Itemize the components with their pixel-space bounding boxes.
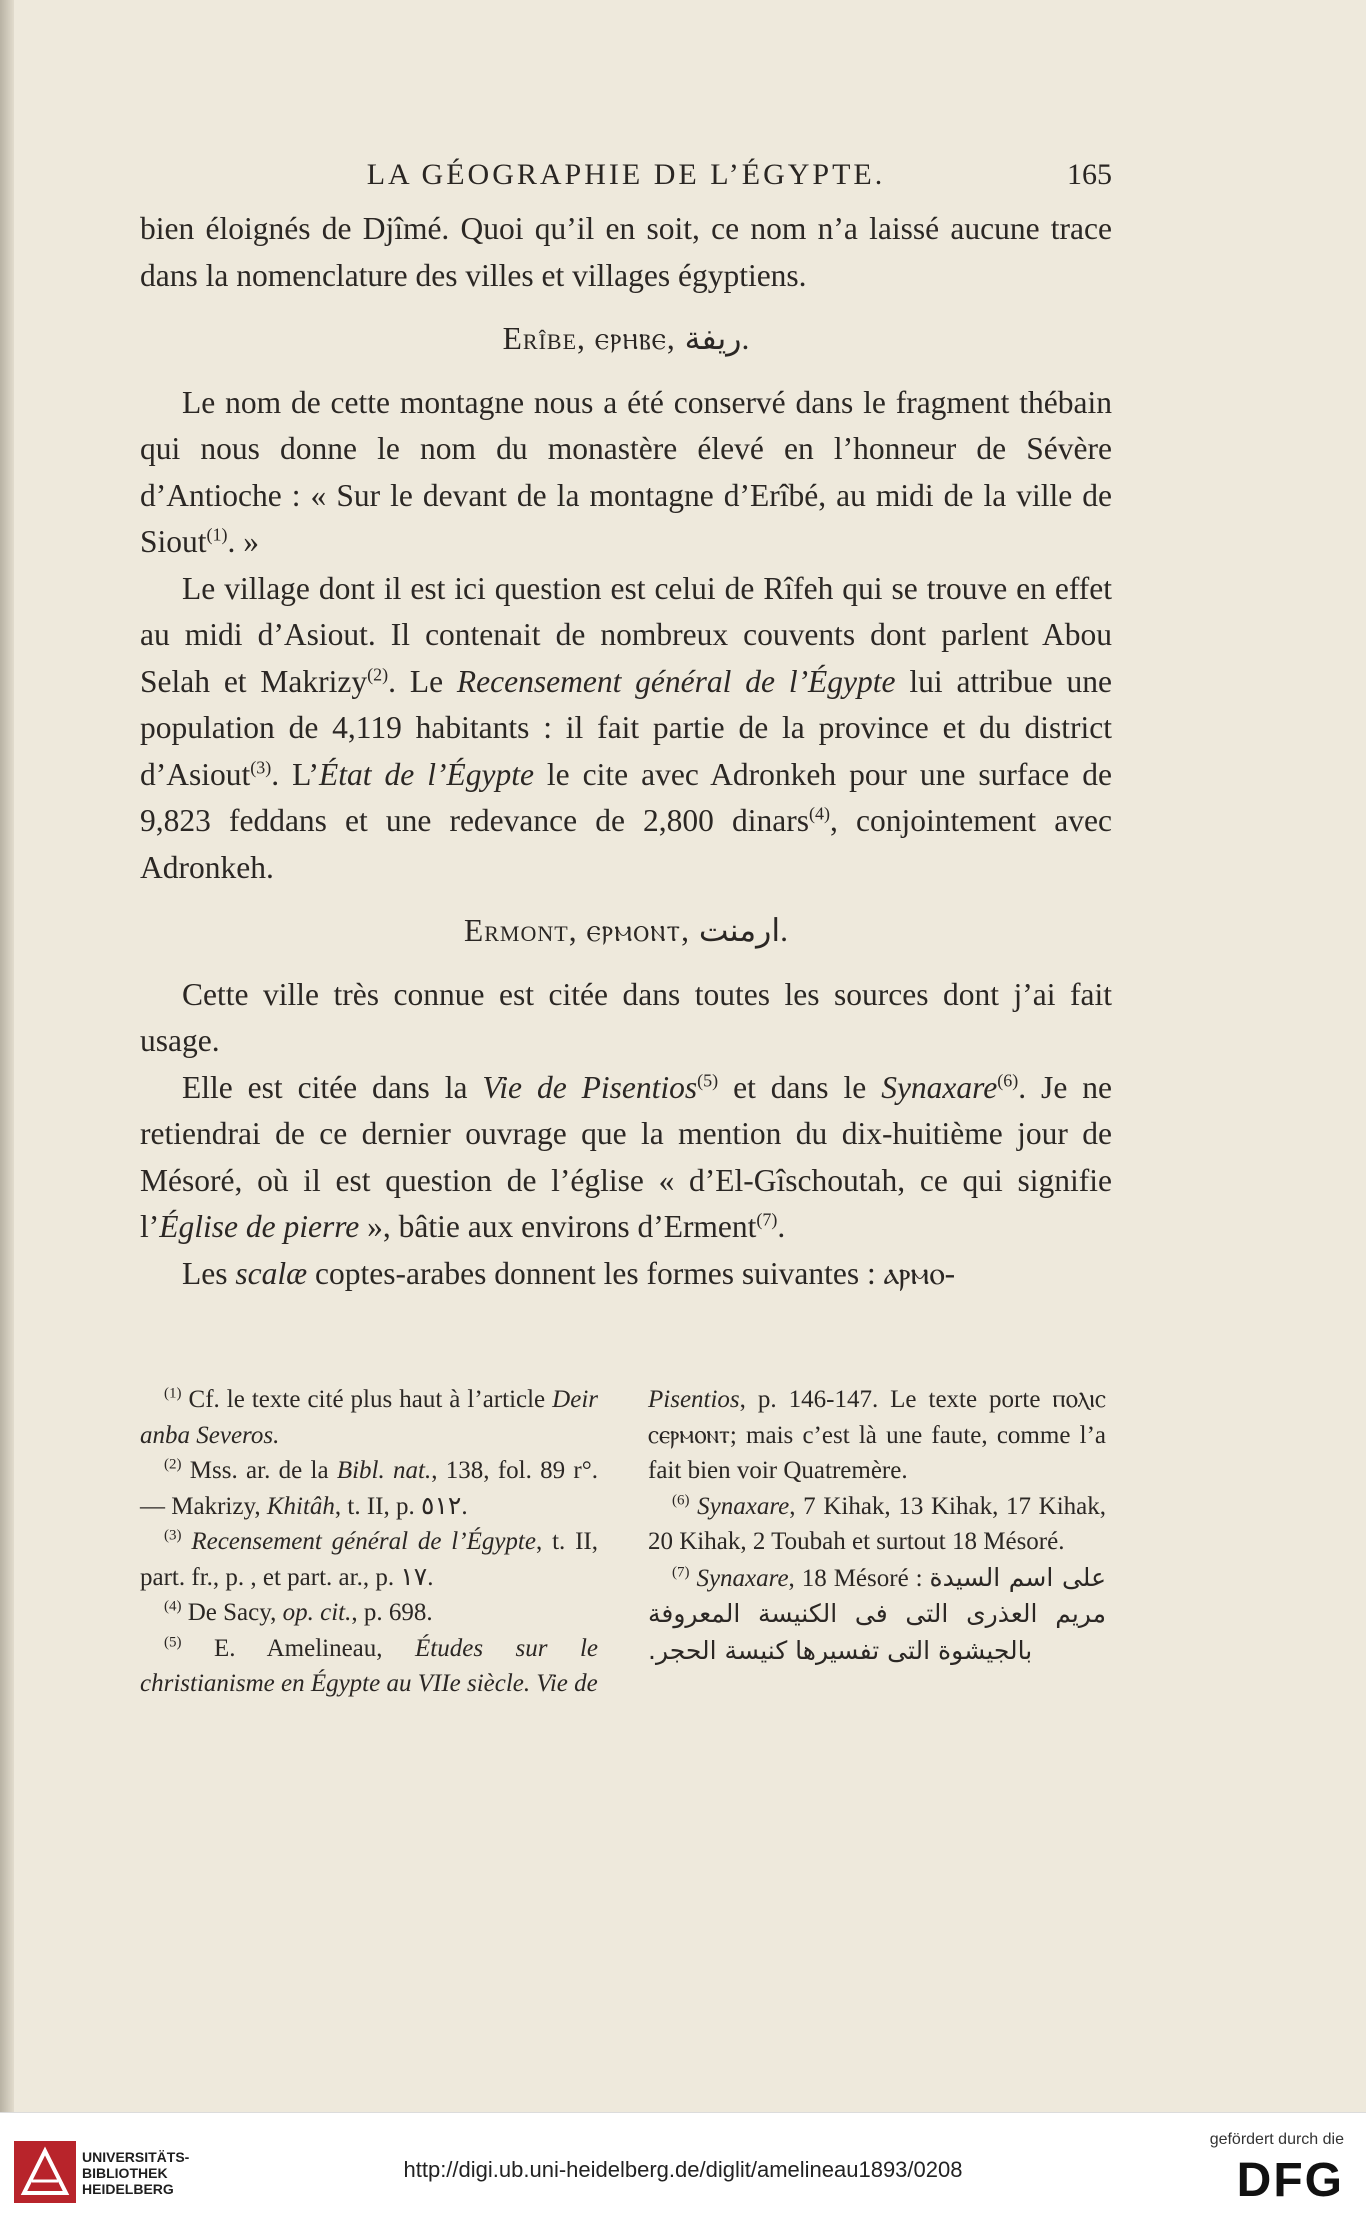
text-span: coptes-arabes donnent les formes suivantes : ⲁⲣⲙⲟ- — [307, 1255, 956, 1291]
text-span: le cite avec Adronkeh pour une surface de 9,823 feddans et une redevance de 2,800 dinars — [140, 756, 1112, 838]
paragraph-5 — [140, 1065, 1112, 1251]
text-span: E. Amelineau, — [181, 1634, 415, 1662]
footnote-number: (7) — [672, 1564, 690, 1581]
section-heading-eribe: Erîbe, ⲉⲣⲏⲃⲉ, ﺭﻳﻔﺔ. — [502, 321, 750, 356]
footnote-ref[interactable]: (4) — [809, 803, 830, 824]
funding-label: gefördert durch die — [1209, 2131, 1344, 2148]
italic-title: Khitâh — [266, 1492, 335, 1520]
italic-title: Recensement général de l’Égypte — [191, 1528, 536, 1555]
italic-title: Église de pierre — [159, 1209, 360, 1244]
footnote-3 — [140, 1524, 598, 1595]
footnote-number: (3) — [164, 1527, 182, 1544]
text-span: , t. II, p. ٥١٢. — [334, 1492, 468, 1520]
footnote-number: (2) — [164, 1456, 182, 1473]
permalink-url[interactable]: http://digi.ub.uni-heidelberg.de/diglit/amelineau1893/0208 — [403, 2157, 963, 2182]
section-heading-ermont: Ermont, ⲉⲣⲙⲟⲛⲧ, ﺍﺭﻣﻨﺖ. — [464, 913, 788, 948]
italic-title: État de l’Égypte — [318, 756, 534, 792]
text-span: , conjointement avec Adronkeh. — [140, 803, 1112, 885]
text-span: et dans le — [718, 1069, 882, 1105]
italic-title: Synaxare — [881, 1069, 998, 1105]
italic-title: Recensement général de l’Égypte — [456, 663, 896, 699]
paragraph-3 — [140, 566, 1112, 892]
footnote-number: (5) — [164, 1634, 182, 1651]
logo-line: UNIVERSITÄTS- — [82, 2149, 190, 2165]
dfg-logo[interactable]: DFG — [1236, 2154, 1344, 2207]
italic-title: op. cit. — [282, 1599, 352, 1626]
text-span: De Sacy, — [181, 1599, 283, 1626]
logo-line: HEIDELBERG — [82, 2181, 174, 2197]
running-title: LA GÉOGRAPHIE DE L’ÉGYPTE. — [366, 158, 886, 191]
italic-title: Synaxare — [697, 1492, 790, 1520]
footnote-ref[interactable]: (7) — [756, 1209, 778, 1230]
text-span: Le village dont il est ici question est celui de Rîfeh qui se trouve en effet au midi d’Asiout. Il contenait de nombreux couvents dont parlent Abou Selah et Makrizy — [140, 570, 1112, 699]
text-span: Cf. le texte cité plus haut à l’article — [181, 1386, 553, 1413]
footnote-number: (6) — [672, 1492, 690, 1509]
footnotes-right-column — [648, 1382, 1106, 1669]
text-span: Mss. ar. de la — [181, 1457, 337, 1484]
text-span: , 7 Kihak, 13 Kihak, 17 Kihak, 20 Kihak, 2 Toubah et surtout 18 Mésoré. — [648, 1492, 1107, 1555]
footnote-4 — [140, 1595, 598, 1631]
footnote-1 — [140, 1382, 598, 1453]
footnote-ref[interactable]: (2) — [367, 664, 389, 684]
text-span: . Le — [388, 663, 457, 699]
footnote-ref[interactable]: (3) — [250, 757, 272, 777]
footnote-number: (4) — [164, 1598, 182, 1615]
italic-title: Deir anba Severos. — [140, 1386, 598, 1449]
paragraph-2 — [140, 380, 1112, 566]
arabic-quote: على اسم السيدة مريم العذرى التى فى الكنيسة المعروفة بالجيشوة التى تفسيرها كنيسة الحجر. — [648, 1562, 1106, 1665]
text-span: Le nom de cette montagne nous a été conservé dans le fragment thébain qui nous donne le nom du monastère élevé en l’honneur de Sévère d’Antioche : « Sur le devant de la montagne d’Erîbé, au midi de la ville de Siout — [140, 384, 1112, 559]
text-span: , 138, fol. 89 r°. — Makrizy, — [140, 1457, 598, 1520]
viewer-footer — [0, 2112, 1366, 2221]
main-text — [140, 206, 1112, 1297]
italic-title: Synaxare — [696, 1564, 789, 1592]
footnote-5-continued — [648, 1382, 1106, 1489]
italic-word: scalæ — [235, 1255, 308, 1291]
logo-line: BIBLIOTHEK — [82, 2165, 168, 2181]
text-span: Les — [182, 1255, 236, 1291]
footnote-7 — [648, 1560, 1106, 1670]
footnote-5 — [140, 1631, 598, 1702]
running-header — [140, 158, 1112, 198]
footnote-ref[interactable]: (5) — [697, 1070, 719, 1090]
text-span: Elle est citée dans la — [182, 1069, 483, 1105]
paragraph-4: Cette ville très connue est citée dans toutes les sources dont j’ai fait usage. — [140, 976, 1112, 1058]
paragraph-1: bien éloignés de Djîmé. Quoi qu’il en soit, ce nom n’a laissé aucune trace dans la nomenclature des villes et villages égyptiens. — [140, 211, 1112, 293]
text-span: . — [777, 1209, 786, 1244]
text-span: , p. 698. — [351, 1599, 433, 1626]
text-span: , t. II, part. fr., p. , et part. ar., p. ١٧. — [140, 1528, 599, 1591]
text-span: . » — [227, 524, 260, 559]
italic-title: Vie de Pisentios — [482, 1069, 698, 1105]
text-span: », bâtie aux environs d’Erment — [359, 1209, 757, 1244]
text-span: . L’ — [271, 756, 319, 792]
italic-title: Pisentios — [648, 1386, 740, 1413]
footnote-2 — [140, 1453, 598, 1524]
italic-title: Études sur le christianisme en Égypte au VIIe siècle. Vie de — [140, 1634, 598, 1697]
footnote-6 — [648, 1489, 1106, 1560]
text-span: , p. 146-147. Le texte porte ⲡⲟⲗⲓⲥ ⲥⲉⲣⲙⲟⲛⲧ; mais c’est là une faute, comme l’a fait bien voir Quatremère. — [648, 1386, 1106, 1484]
footnote-ref[interactable]: (6) — [997, 1070, 1019, 1090]
footnote-ref[interactable]: (1) — [206, 524, 228, 545]
footnote-number: (1) — [164, 1385, 182, 1402]
italic-title: Bibl. nat. — [336, 1457, 432, 1484]
paragraph-6 — [140, 1251, 1112, 1298]
footnotes-left-column — [140, 1382, 598, 1702]
text-span: . Je ne retiendrai de ce dernier ouvrage que la mention du dix-huitième jour de Mésoré, où il est question de l’église « d’El-Gîschoutah, ce qui signifie l’ — [140, 1069, 1112, 1244]
text-span: lui attribue une population de 4,119 habitants : il fait partie de la province et du district d’Asiout — [140, 663, 1112, 792]
page-number: 165 — [1067, 158, 1112, 191]
text-span: , 18 Mésoré : — [788, 1564, 930, 1592]
